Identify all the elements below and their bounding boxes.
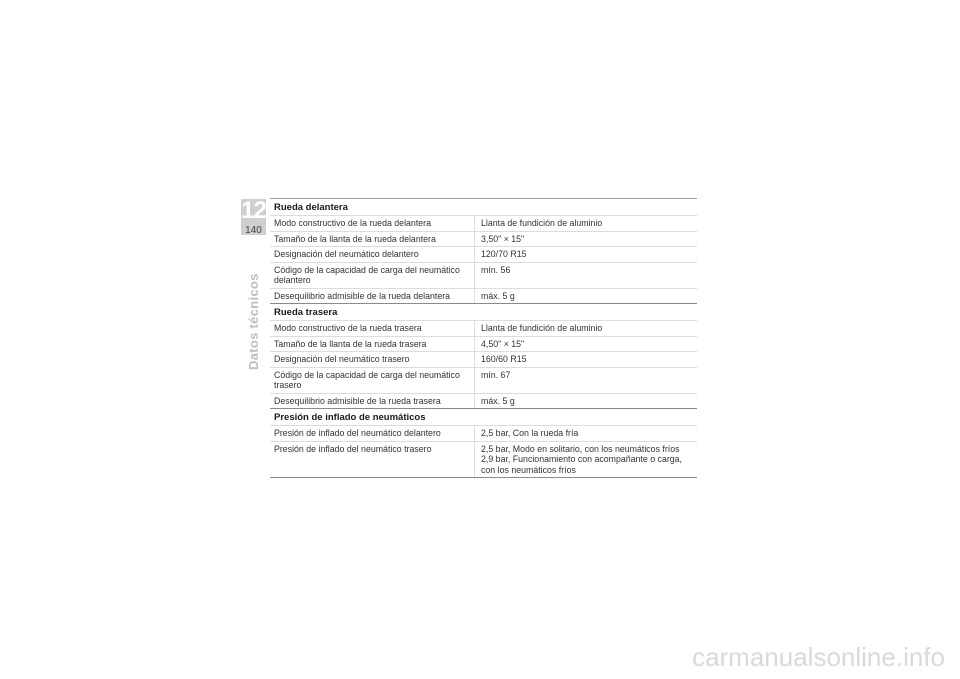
spec-value [475,216,697,231]
spec-value [475,289,697,304]
spec-label: Modo constructivo de la rueda trasera [270,321,475,336]
table-row [270,394,697,409]
table-row [270,426,697,442]
spec-label: Desequilibrio admisible de la rueda delantera [270,289,475,304]
table-row [270,368,697,394]
spec-label: Designación del neumático trasero [270,352,475,367]
section-heading: Rueda delantera [270,199,697,216]
table-row [270,247,697,263]
spec-value-line: mín. 67 [481,369,511,380]
spec-section [270,409,697,478]
section-heading: Rueda trasera [270,304,697,321]
table-row [270,289,697,304]
spec-value [475,321,697,336]
spec-value [475,442,697,478]
table-row [270,232,697,248]
spec-value-line: máx. 5 g [481,290,515,301]
spec-label: Modo constructivo de la rueda delantera [270,216,475,231]
spec-value [475,337,697,352]
table-row [270,337,697,353]
spec-value-line: 2,5 bar, Modo en solitario, con los neumáticos fríos [481,443,680,454]
spec-value [475,352,697,367]
watermark: carmanualsonline.info [692,642,945,672]
spec-label: Presión de inflado del neumático delantero [270,426,475,441]
page-number: 140 [245,225,262,236]
chapter-number: 12 [241,197,266,224]
spec-label: Código de la capacidad de carga del neumático trasero [270,368,475,393]
spec-label: Tamaño de la llanta de la rueda delantera [270,232,475,247]
spec-label: Presión de inflado del neumático trasero [270,442,475,478]
table-row [270,263,697,289]
spec-label: Designación del neumático delantero [270,247,475,262]
table-row [270,352,697,368]
table-row [270,442,697,478]
spec-value-line: 160/60 R15 [481,354,527,364]
table-row [270,321,697,337]
spec-label: Tamaño de la llanta de la rueda trasera [270,337,475,352]
spec-value-line: máx. 5 g [481,395,515,406]
spec-value-line: 4,50" × 15" [481,338,525,349]
spec-value [475,247,697,262]
spec-value-line: Llanta de fundición de aluminio [481,218,603,228]
spec-value-line: 3,50" × 15" [481,233,525,244]
spec-value-line: mín. 56 [481,264,511,275]
spec-value [475,232,697,247]
spec-value [475,368,697,393]
table-row [270,216,697,232]
spec-value [475,263,697,288]
spec-section [270,304,697,409]
spec-value-line: 2,9 bar, Funcionamiento con acompañante o carga, con los neumáticos fríos [481,454,682,475]
spec-table [270,198,697,478]
spec-value [475,426,697,441]
section-title-vertical: Datos técnicos [246,273,261,370]
section-heading: Presión de inflado de neumáticos [270,409,697,426]
spec-value-line: 120/70 R15 [481,249,527,259]
spec-value-line: Llanta de fundición de aluminio [481,323,603,333]
spec-value-line: 2,5 bar, Con la rueda fría [481,428,579,438]
spec-label: Desequilibrio admisible de la rueda trasera [270,394,475,409]
spec-label: Código de la capacidad de carga del neumático delantero [270,263,475,288]
spec-value [475,394,697,409]
spec-section [270,199,697,304]
